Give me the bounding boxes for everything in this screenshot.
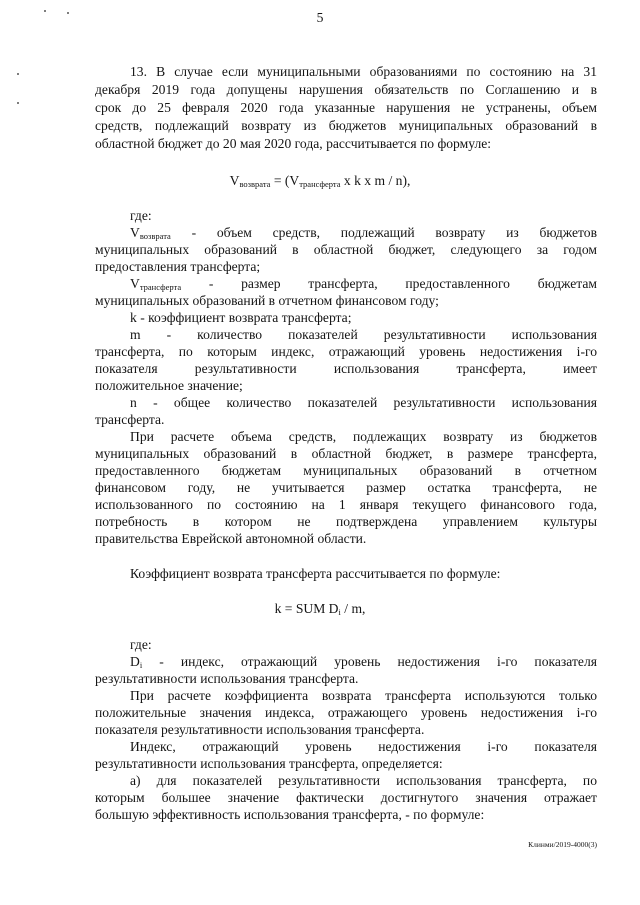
- paragraph-line: муниципальных образований в отчетном финансовом году;: [95, 293, 439, 308]
- paragraph-line: средств, подлежащий возврату из бюджетов муниципальных образований в: [95, 118, 597, 133]
- paragraph-line: областной бюджет до 20 мая 2020 года, рассчитывается по формуле:: [95, 136, 492, 151]
- page-number: 5: [316, 10, 324, 25]
- paragraph-line: Индекс, отражающий уровень недостижения i-го показателя: [130, 739, 597, 754]
- definition-v-return: $V_{возврата}$ - объем средств, подлежащий возврату из бюджетов: [130, 225, 597, 241]
- paragraph-line: трансферта, по которым индекс, отражающий уровень недостижения i-го: [95, 344, 597, 359]
- paragraph-line: предоставления трансферта;: [95, 259, 261, 274]
- paragraph-line: результативности использования трансферта, определяется:: [95, 756, 443, 771]
- paragraph-line: финансовом году, не учитывается размер остатка трансферта, не: [95, 480, 597, 495]
- paragraph-line: 13. В случае если муниципальными образованиями по состоянию на 31: [130, 64, 597, 79]
- paragraph-line: использованного по состоянию на 1 января текущего финансового года,: [95, 497, 597, 512]
- paragraph-line: показателя результативности использования трансферта, имеет: [95, 361, 597, 376]
- paragraph-line: декабря 2019 года допущены нарушения обязательств по Соглашению и в: [95, 82, 597, 97]
- scan-speck: [17, 73, 19, 75]
- paragraph-line: большую эффективность использования трансферта, - по формуле:: [95, 807, 485, 822]
- coefficient-intro: Коэффициент возврата трансферта рассчитывается по формуле:: [130, 566, 501, 581]
- paragraph-line: трансферта.: [95, 412, 165, 427]
- where-label: где:: [130, 637, 152, 652]
- paragraph-line: предоставленного бюджетам муниципальных образований в отчетном: [95, 463, 597, 478]
- paragraph-line: срок до 25 февраля 2020 года указанные нарушения не устранены, объем: [95, 100, 597, 115]
- definition-d: $D_i$ - индекс, отражающий уровень недостижения i-го показателя: [130, 654, 597, 670]
- definition-n: n - общее количество показателей результативности использования: [130, 395, 597, 410]
- formula-return-volume: $V_{возврата} = (V_{трансферта}$ x k x m / n),: [229, 173, 411, 189]
- paragraph-line: результативности использования трансферта.: [95, 671, 359, 686]
- footer-code: Клинми/2019-4000(3): [528, 840, 597, 849]
- definition-k: k - коэффициент возврата трансферта;: [130, 310, 352, 325]
- paragraph-line: потребность в котором не подтверждена управлением культуры: [95, 514, 597, 529]
- paragraph-line: При расчете коэффициента возврата трансферта используются только: [130, 688, 597, 703]
- paragraph-line: положительные значения индекса, отражающего уровень недостижения i-го: [95, 705, 597, 720]
- paragraph-line: а) для показателей результативности использования трансферта, по: [130, 773, 597, 788]
- scan-speck: [17, 102, 19, 104]
- paragraph-line: муниципальных образований в областной бюджет, в размере трансферта,: [95, 446, 597, 461]
- paragraph-line: показателя результативности использования трансферта.: [95, 722, 425, 737]
- paragraph-line: правительства Еврейской автономной области.: [95, 531, 367, 546]
- definition-m: m - количество показателей результативности использования: [130, 327, 597, 342]
- paragraph-line: которым большее значение фактически достигнутого значения отражает: [95, 790, 597, 805]
- paragraph-line: При расчете объема средств, подлежащих возврату из бюджетов: [130, 429, 597, 444]
- formula-coefficient: k = SUM $D_i$ / m,: [274, 601, 366, 617]
- where-label: где:: [130, 208, 152, 223]
- paragraph-line: муниципальных образований в областной бюджет, следующего за годом: [95, 242, 597, 257]
- definition-v-transfer: $V_{трансферта}$ - размер трансферта, предоставленного бюджетам: [130, 276, 597, 292]
- paragraph-line: положительное значение;: [95, 378, 243, 393]
